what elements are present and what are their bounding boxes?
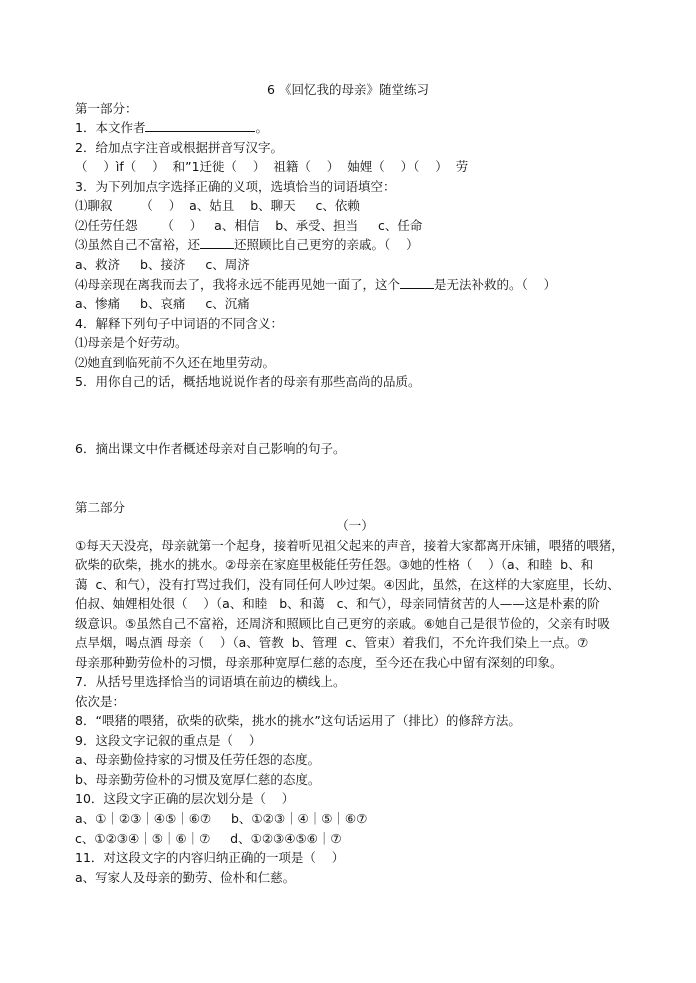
question-3-item-2: ⑵任劳任怨 （ ） a、相信 b、承受、担当 c、任命 xyxy=(75,218,423,233)
question-10-options-ab: a、①｜②③｜④⑤｜⑥⑦ b、①②③｜④｜⑤｜⑥⑦ xyxy=(75,811,368,826)
q1-end: 。 xyxy=(255,120,268,135)
question-7-answer: 依次是： xyxy=(75,694,126,709)
passage-line: 母亲那种勤劳俭朴的习惯，母亲那种宽厚仁慈的态度，至今还在我心中留有深刻的印象。 xyxy=(75,655,563,670)
passage-line: ①每天天没亮，母亲就第一个起身，接着听见祖父起来的声音，接着大家都离开床铺，喂猪的喂猪， xyxy=(75,538,624,553)
passage-line: 级意识。⑤虽然自己不富裕，还周济和照顾比自己更穷的亲戚。⑥她自己是很节俭的，父亲有时吸 xyxy=(75,616,610,631)
answer-blank xyxy=(200,235,234,249)
question-6: 6．摘出课文中作者概述母亲对自己影响的句子。 xyxy=(75,441,346,456)
question-4-item-2: ⑵她直到临死前不久还在地里劳动。 xyxy=(75,355,276,370)
part1-heading: 第一部分： xyxy=(75,101,138,116)
question-3-options-4: a、惨痛 b、哀痛 c、沉痛 xyxy=(75,296,250,311)
question-10-options-cd: c、①②③④｜⑤｜⑥｜⑦ d、①②③④⑤⑥｜⑦ xyxy=(75,831,342,846)
item-4-end: 是无法补救的。（ ） xyxy=(434,277,557,292)
question-2-items: （ ）ìf（ ） 和”1迁徙（ ） 祖籍（ ） 妯娌（ ）（ ） 劳 xyxy=(75,159,469,174)
question-3-options-3: a、救济 b、接济 c、周济 xyxy=(75,257,250,272)
question-2: 2．给加点字注音或根据拼音写汉字。 xyxy=(75,140,283,155)
question-9-option-b: b、母亲勤劳俭朴的习惯及宽厚仁慈的态度。 xyxy=(75,772,321,787)
passage-line: 砍柴的砍柴，挑水的挑水。②母亲在家庭里极能任劳任怨。③她的性格（ ）（a、和睦 b、和 xyxy=(75,557,594,572)
question-1 xyxy=(75,118,268,137)
question-3: 3．为下列加点字选择正确的义项，选填恰当的词语填空： xyxy=(75,179,396,194)
item-3-end: 还照顾比自己更穷的亲戚。（ ） xyxy=(234,237,419,252)
question-7: 7．从括号里选择恰当的词语填在前边的横线上。 xyxy=(75,674,346,689)
part2-heading: 第二部分 xyxy=(75,500,126,515)
question-3-item-1: ⑴聊叙 （ ） a、姑且 b、聊天 c、依赖 xyxy=(75,198,360,213)
question-9: 9．这段文字记叙的重点是（ ） xyxy=(75,733,262,748)
question-4: 4．解释下列句子中词语的不同含义： xyxy=(75,316,283,331)
page-title: 6 《回忆我的母亲》随堂练习 xyxy=(267,82,429,97)
question-3-item-3 xyxy=(75,235,419,254)
item-3-text: ⑶虽然自己不富裕，还 xyxy=(75,237,201,252)
question-4-item-1: ⑴母亲是个好劳动。 xyxy=(75,335,188,350)
item-4-text: ⑷母亲现在离我而去了，我将永远不能再见她一面了，这个 xyxy=(75,277,401,292)
question-11-option-a: a、写家人及母亲的勤劳、俭朴和仁慈。 xyxy=(75,870,296,885)
passage-line: 点旱烟，喝点酒 母亲（ ）（a、管教 b、管理 c、管束）着我们，不允许我们染上一点。⑦ xyxy=(75,635,589,650)
q1-text: 1．本文作者 xyxy=(75,120,146,135)
section-number: （一） xyxy=(336,518,374,533)
question-8: 8．“喂猪的喂猪，砍柴的砍柴，挑水的挑水”这句话运用了（排比）的修辞方法。 xyxy=(75,713,521,728)
answer-blank xyxy=(400,275,434,289)
passage-line: 伯叔、妯娌相处很（ ）（a、和睦 b、和蔼 c、和气），母亲同情贫苦的人——这是朴素的阶 xyxy=(75,596,600,611)
question-10: 10．这段文字正确的层次划分是（ ） xyxy=(75,791,295,806)
question-9-option-a: a、母亲勤俭持家的习惯及任劳任怨的态度。 xyxy=(75,752,321,767)
question-5: 5．用你自己的话，概括地说说作者的母亲有那些高尚的品质。 xyxy=(75,374,421,389)
passage-line: 蔼 c、和气），没有打骂过我们，没有同任何人吵过架。④因此，虽然，在这样的大家庭里，长幼、 xyxy=(75,577,620,592)
answer-blank xyxy=(145,118,255,132)
question-3-item-4 xyxy=(75,275,556,294)
question-11: 11．对这段文字的内容归纳正确的一项是（ ） xyxy=(75,850,345,865)
